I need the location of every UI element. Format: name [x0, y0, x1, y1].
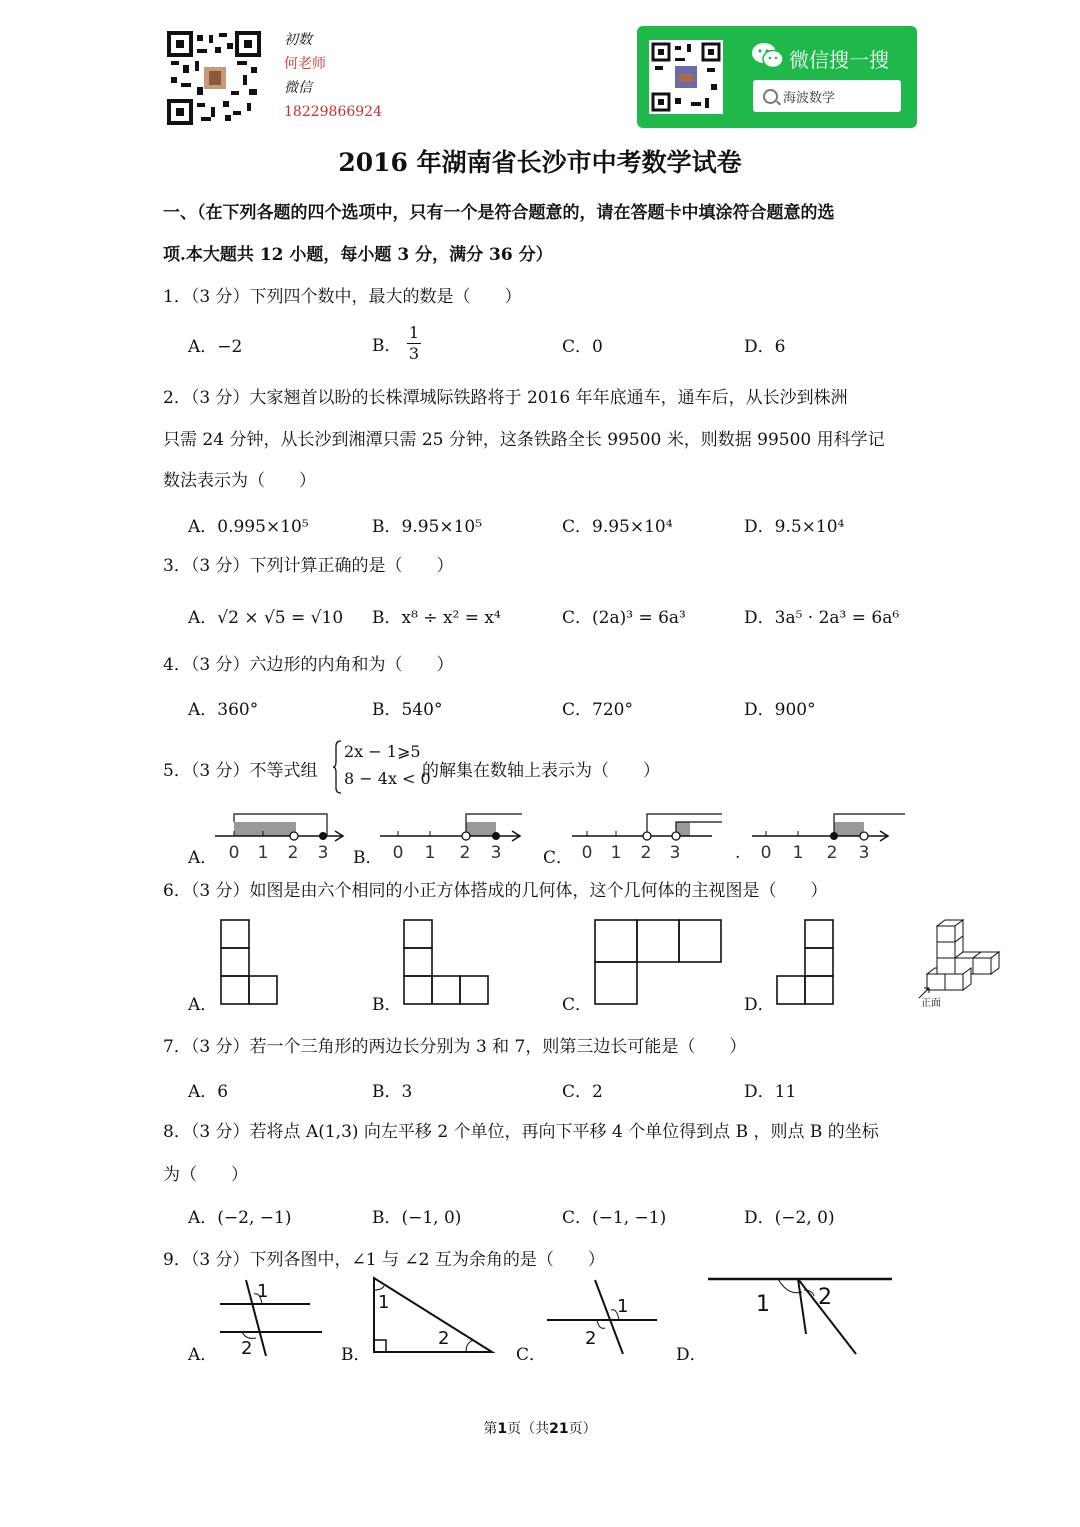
q1-option-b: [372, 323, 421, 364]
q4-option-c: C．720°: [562, 700, 633, 720]
q8-option-a: A．(−2, −1): [188, 1208, 292, 1228]
q2-line1: 2．（3 分）大家翘首以盼的长株潭城际铁路将于 2016 年年底通车，通车后，从长沙到株洲: [163, 388, 848, 408]
q5-d-tick-3: 3: [858, 843, 870, 862]
q3-stem: 3．（3 分）下列计算正确的是（ ）: [163, 556, 454, 576]
q9-option-d: D．: [676, 1345, 707, 1365]
q1-fraction-num: 1: [408, 323, 420, 342]
wechat-search-text: 海波数学: [783, 91, 836, 106]
q9-c-angle-2: 2: [585, 1328, 597, 1349]
q5-b-tick-1: 1: [424, 843, 436, 862]
q5-b-tick-3: 3: [490, 843, 502, 862]
section-heading-line2: 项.本大题共 12 小题，每小题 3 分，满分 36 分）: [163, 245, 553, 265]
q5-a-tick-1: 1: [257, 843, 269, 862]
q9-a-angle-1: 1: [257, 1281, 269, 1302]
q6-option-d: D．: [744, 995, 775, 1015]
q5-a-tick-3: 3: [317, 843, 329, 862]
contact-line1: 初数: [284, 32, 312, 48]
q2-option-b: B．9.95×10⁵: [372, 517, 483, 537]
q5-inequality-2: 8 − 4x < 0: [344, 769, 431, 788]
q7-option-c: C．2: [562, 1082, 603, 1102]
q1-option-c: C．0: [562, 337, 603, 357]
q6-option-a: A．: [188, 995, 218, 1015]
q9-option-b: B．: [341, 1345, 371, 1365]
q9-d-angle-1: 1: [756, 1292, 770, 1317]
footer-pre: 第: [483, 1421, 498, 1437]
contact-teacher: 何老师: [284, 56, 326, 72]
q6-option-b: B．: [372, 995, 402, 1015]
q9-figure-a: [218, 1278, 324, 1360]
q1-option-a: A．−2: [188, 337, 243, 357]
q5-brace: [332, 740, 342, 794]
q5-numberline-c: [572, 810, 722, 862]
q3-option-c: C．(2a)³ = 6a³: [562, 608, 686, 628]
q7-option-d: D．11: [744, 1082, 797, 1102]
footer-total: 21: [549, 1421, 569, 1437]
q7-stem: 7．（3 分）若一个三角形的两边长分别为 3 和 7，则第三边长可能是（ ）: [163, 1037, 747, 1057]
contact-phone: 18229866924: [284, 104, 382, 120]
q9-figure-b: [370, 1276, 496, 1356]
q1-option-d: D．6: [744, 337, 786, 357]
q5-a-tick-0: 0: [228, 843, 240, 862]
q5-numberline-a: [215, 810, 345, 862]
q3-option-b: B．x⁸ ÷ x² = x⁴: [372, 608, 501, 628]
q5-d-tick-0: 0: [760, 843, 772, 862]
q9-d-angle-2: 2: [818, 1285, 832, 1310]
q9-option-c: C．: [516, 1345, 547, 1365]
q4-option-a: A．360°: [188, 700, 259, 720]
q5-c-tick-2: 2: [640, 843, 652, 862]
contact-info: [284, 28, 382, 124]
q9-b-angle-2: 2: [438, 1328, 450, 1349]
wechat-search-box[interactable]: [753, 80, 901, 112]
q9-figure-c: [545, 1278, 659, 1358]
q5-c-tick-1: 1: [610, 843, 622, 862]
q5-option-a: A．: [188, 848, 218, 868]
q2-line2: 只需 24 分钟，从长沙到湘潭只需 25 分钟，这条铁路全长 99500 米，则数据 99500 用科学记: [163, 430, 885, 450]
q5-c-tick-3: 3: [669, 843, 681, 862]
q9-b-angle-1: 1: [378, 1292, 390, 1313]
q5-numberline-d: [752, 810, 907, 862]
q8-option-b: B．(−1, 0): [372, 1208, 462, 1228]
q9-option-a: A．: [188, 1345, 218, 1365]
q5-stem-post: 的解集在数轴上表示为（ ）: [422, 761, 660, 781]
q9-figure-d: [706, 1274, 894, 1358]
q6-figure-d: [775, 918, 837, 1008]
q4-option-d: D．900°: [744, 700, 816, 720]
q9-a-angle-2: 2: [241, 1338, 253, 1359]
q8-line2: 为（ ）: [163, 1165, 248, 1185]
q6-solid-figure: [915, 918, 1007, 1010]
page-footer: [0, 1418, 1080, 1438]
q5-numberline-b: [380, 810, 525, 862]
q5-option-b: B．: [353, 848, 383, 868]
q2-line3: 数法表示为（ ）: [163, 471, 316, 491]
contact-line3: 微信: [284, 80, 312, 96]
q6-figure-c: [593, 918, 725, 1008]
qr-code-right: [649, 40, 723, 114]
q2-option-d: D．9.5×10⁴: [744, 517, 845, 537]
q1-fraction: [407, 323, 421, 364]
wechat-icon: [751, 42, 785, 70]
q4-option-b: B．540°: [372, 700, 443, 720]
q5-a-tick-2: 2: [287, 843, 299, 862]
q5-stem-pre: 5．（3 分）不等式组: [163, 761, 318, 781]
q5-b-tick-2: 2: [459, 843, 471, 862]
q4-stem: 4．（3 分）六边形的内角和为（ ）: [163, 655, 454, 675]
q1-stem: 1．（3 分）下列四个数中，最大的数是（ ）: [163, 287, 522, 307]
q1-fraction-den: 3: [408, 344, 420, 363]
q7-option-a: A．6: [188, 1082, 229, 1102]
q9-stem: 9．（3 分）下列各图中，∠1 与 ∠2 互为余角的是（ ）: [163, 1250, 605, 1270]
q9-c-angle-1: 1: [617, 1296, 629, 1317]
section-heading-line1: 一、（在下列各题的四个选项中，只有一个是符合题意的，请在答题卡中填涂符合题意的选: [163, 203, 835, 223]
footer-post: 页）: [568, 1421, 597, 1437]
q3-option-a: A．√2 × √5 = √10: [188, 608, 344, 628]
q8-line1: 8．（3 分）若将点 A(1,3) 向左平移 2 个单位，再向下平移 4 个单位得到点 B ，则点 B 的坐标: [163, 1122, 879, 1142]
q1-option-b-label: B．: [372, 336, 402, 356]
q7-option-b: B．3: [372, 1082, 413, 1102]
q6-front-label: 正面: [921, 998, 941, 1009]
q5-c-tick-0: 0: [581, 843, 593, 862]
q6-stem: 6．（3 分）如图是由六个相同的小正方体搭成的几何体，这个几何体的主视图是（ ）: [163, 881, 828, 901]
wechat-search-banner: [637, 26, 917, 128]
q5-d-tick-2: 2: [826, 843, 838, 862]
qr-code-left: [167, 31, 261, 125]
q2-option-c: C．9.95×10⁴: [562, 517, 673, 537]
q5-inequality-1: 2x − 1⩾5: [344, 742, 421, 761]
q8-option-d: D．(−2, 0): [744, 1208, 835, 1228]
footer-page: 1: [497, 1421, 508, 1437]
page-title: 2016 年湖南省长沙市中考数学试卷: [338, 148, 742, 177]
q5-b-tick-0: 0: [392, 843, 404, 862]
q6-figure-b: [402, 918, 494, 1008]
footer-mid: 页（共: [507, 1421, 550, 1437]
wechat-title: 微信搜一搜: [789, 48, 889, 72]
search-icon: [763, 89, 778, 104]
q2-option-a: A．0.995×10⁵: [188, 517, 309, 537]
q5-option-c: C．: [543, 848, 574, 868]
q5-d-tick-1: 1: [792, 843, 804, 862]
q5-option-d: .: [735, 843, 741, 863]
q8-option-c: C．(−1, −1): [562, 1208, 667, 1228]
q6-figure-a: [219, 918, 281, 1008]
q6-option-c: C．: [562, 995, 593, 1015]
q3-option-d: D．3a⁵ · 2a³ = 6a⁶: [744, 608, 900, 628]
